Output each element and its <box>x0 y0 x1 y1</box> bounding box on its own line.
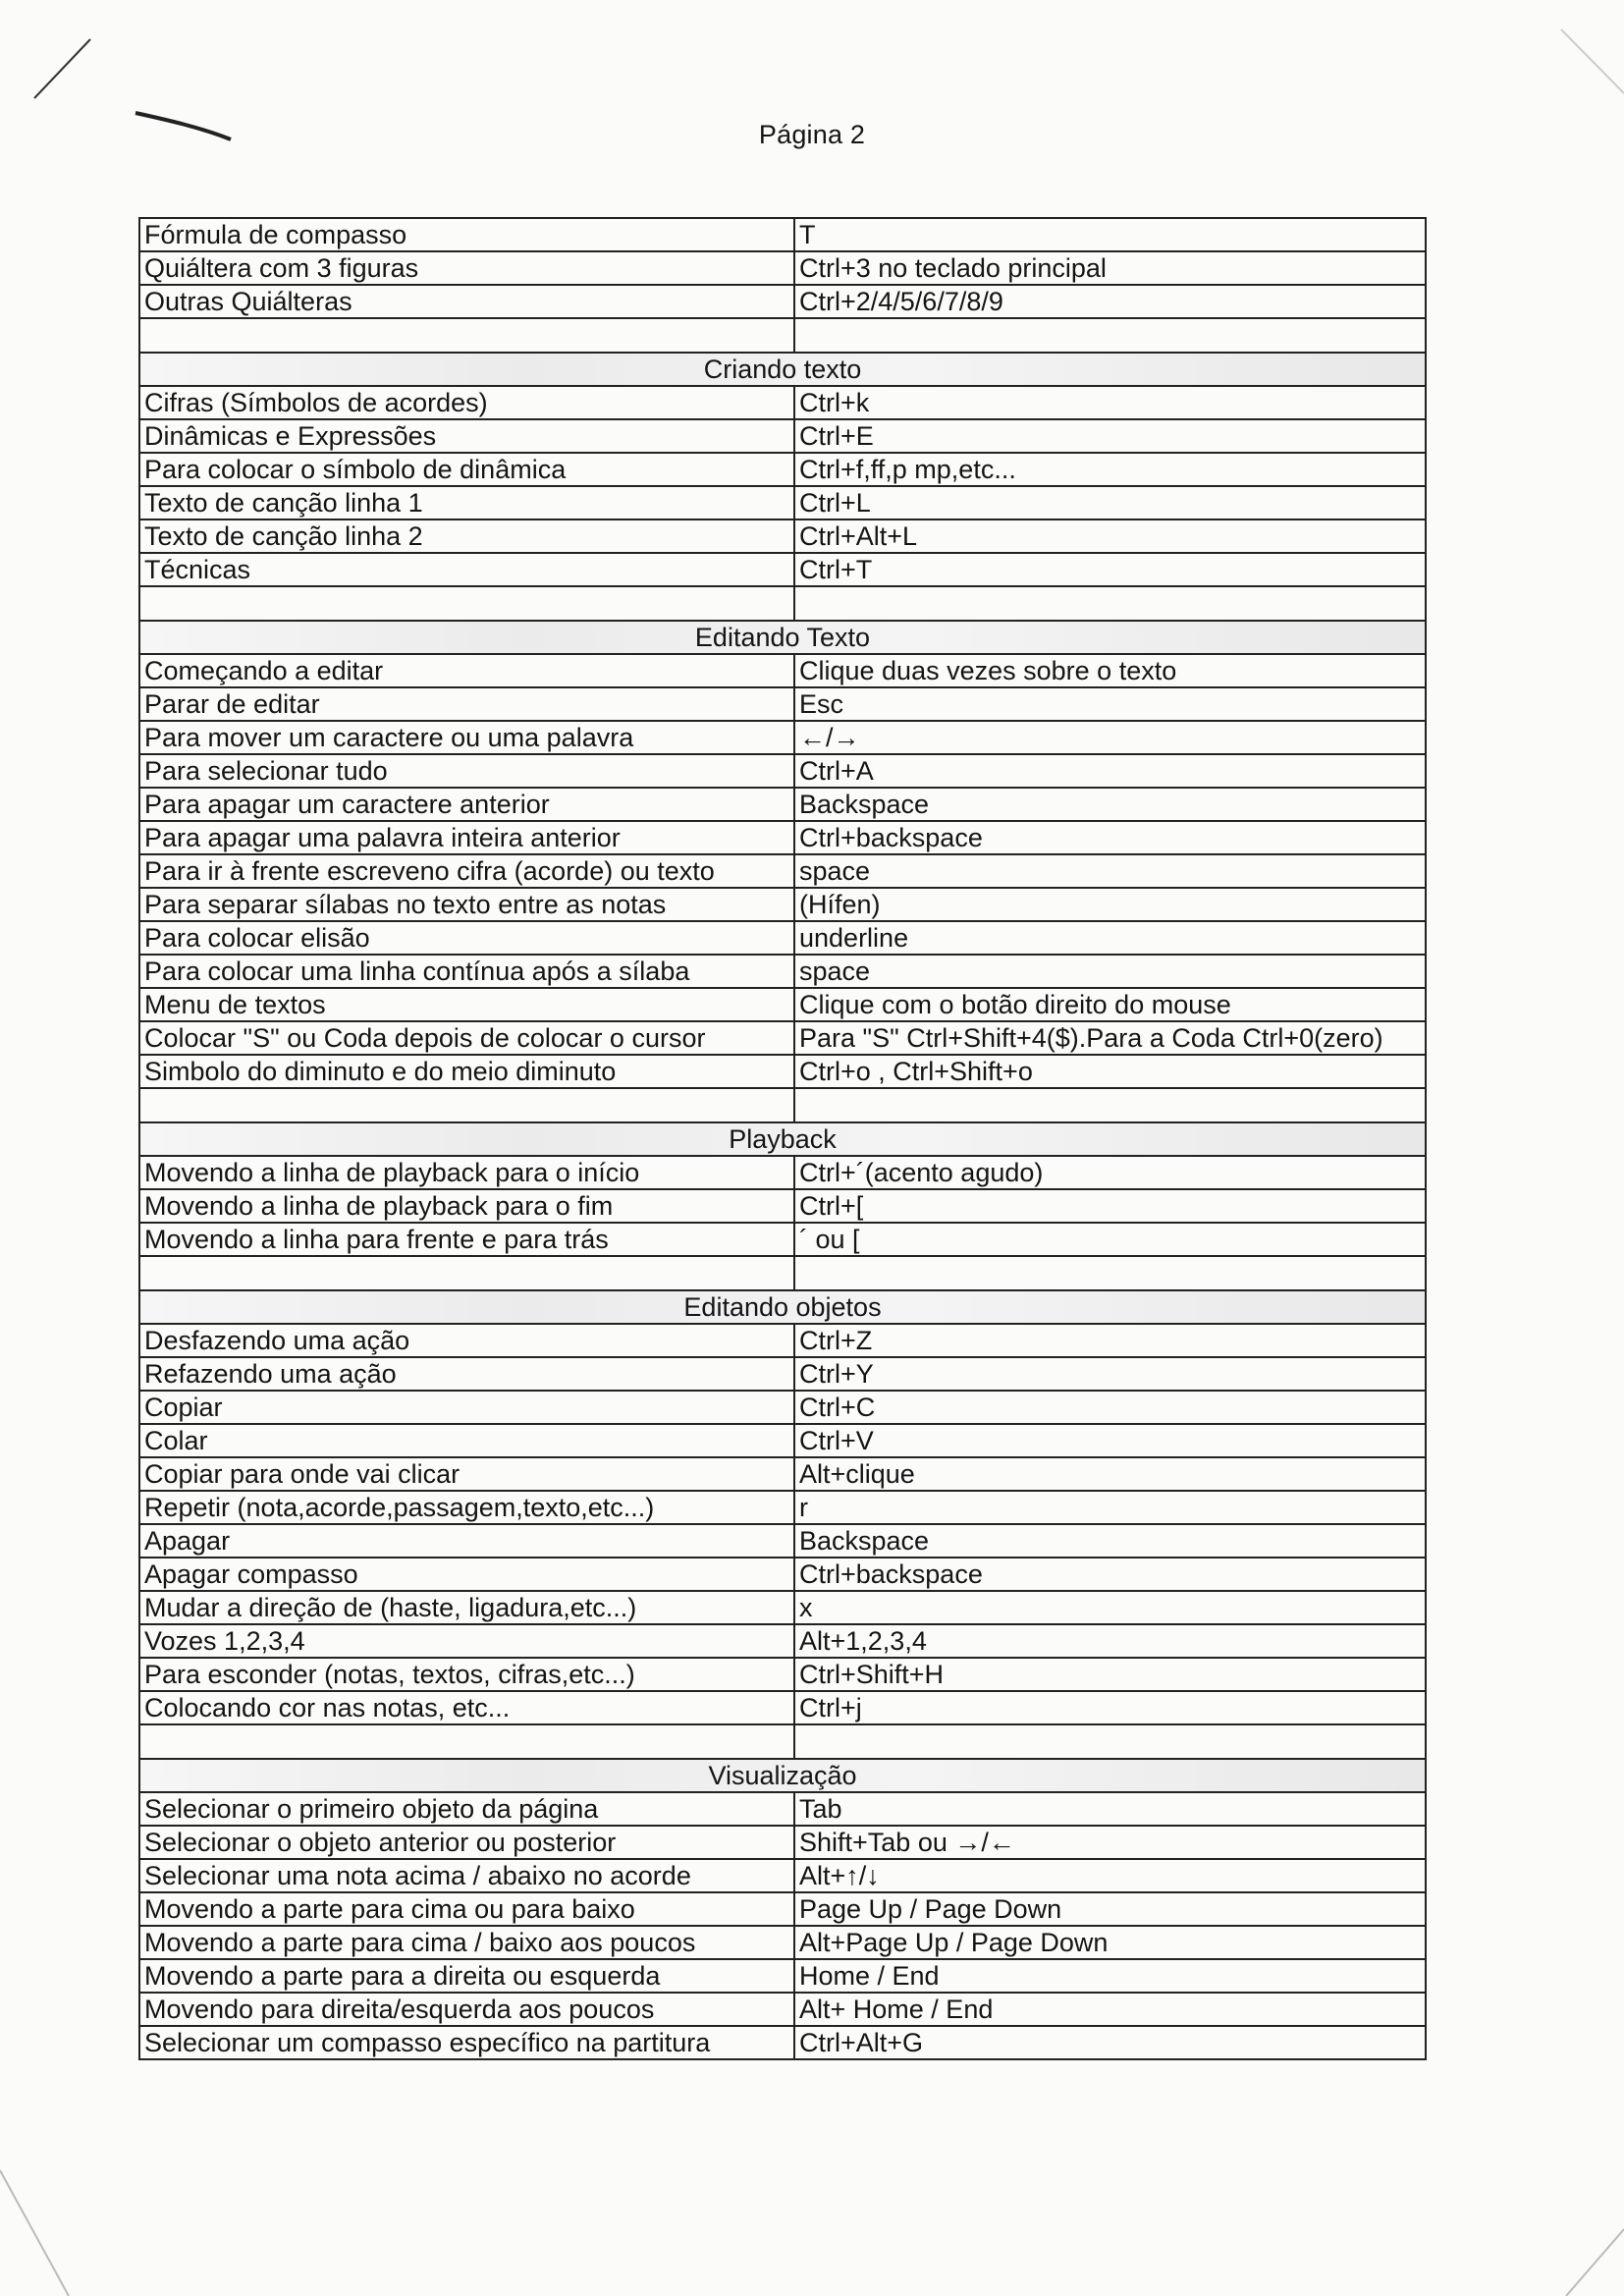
shortcut-cell: Ctrl+Shift+H <box>794 1658 1426 1691</box>
shortcut-table-body <box>139 218 1426 2059</box>
shortcut-cell: Esc <box>794 687 1426 721</box>
section-header-row <box>139 621 1426 654</box>
shortcut-row <box>139 1658 1426 1691</box>
shortcut-cell: Ctrl+2/4/5/6/7/8/9 <box>794 285 1426 318</box>
shortcut-row <box>139 419 1426 453</box>
action-cell: Texto de canção linha 1 <box>139 486 794 519</box>
action-cell: Cifras (Símbolos de acordes) <box>139 386 794 419</box>
shortcut-row <box>139 1021 1426 1055</box>
shortcut-cell: space <box>794 955 1426 988</box>
spacer-row <box>139 318 1426 353</box>
spacer-row <box>139 1088 1426 1122</box>
shortcut-cell: Ctrl+Alt+L <box>794 519 1426 553</box>
action-cell: Selecionar o objeto anterior ou posterior <box>139 1826 794 1859</box>
spacer-cell <box>794 1256 1426 1290</box>
section-title: Playback <box>139 1122 1426 1156</box>
section-header-row <box>139 1122 1426 1156</box>
shortcut-row <box>139 1591 1426 1624</box>
action-cell: Copiar <box>139 1391 794 1424</box>
shortcut-row <box>139 1826 1426 1859</box>
shortcut-cell: Ctrl+f,ff,p mp,etc... <box>794 453 1426 486</box>
action-cell: Mudar a direção de (haste, ligadura,etc...) <box>139 1591 794 1624</box>
shortcut-row <box>139 1558 1426 1591</box>
action-cell: Parar de editar <box>139 687 794 721</box>
shortcut-row <box>139 854 1426 888</box>
spacer-cell <box>139 318 794 353</box>
spacer-cell <box>139 1088 794 1122</box>
shortcut-cell: Alt+ Home / End <box>794 1993 1426 2026</box>
shortcut-cell: Ctrl+j <box>794 1691 1426 1724</box>
shortcut-row <box>139 921 1426 955</box>
shortcut-cell: Alt+Page Up / Page Down <box>794 1926 1426 1959</box>
shortcut-row <box>139 1156 1426 1189</box>
action-cell: Copiar para onde vai clicar <box>139 1457 794 1491</box>
shortcut-cell: Tab <box>794 1792 1426 1826</box>
shortcut-cell: Ctrl+A <box>794 754 1426 788</box>
shortcut-cell: Ctrl+E <box>794 419 1426 453</box>
shortcut-row <box>139 1993 1426 2026</box>
action-cell: Movendo a parte para cima ou para baixo <box>139 1892 794 1926</box>
shortcut-cell: x <box>794 1591 1426 1624</box>
shortcut-cell: Ctrl+3 no teclado principal <box>794 251 1426 285</box>
shortcut-row <box>139 1223 1426 1256</box>
shortcut-row <box>139 1324 1426 1357</box>
shortcut-cell: Ctrl+Z <box>794 1324 1426 1357</box>
shortcut-row <box>139 821 1426 854</box>
spacer-row <box>139 1256 1426 1290</box>
action-cell: Técnicas <box>139 553 794 586</box>
shortcut-cell: Ctrl+k <box>794 386 1426 419</box>
section-title: Visualização <box>139 1759 1426 1792</box>
shortcut-cell: Ctrl+C <box>794 1391 1426 1424</box>
section-header-row <box>139 353 1426 386</box>
shortcut-row <box>139 1524 1426 1558</box>
action-cell: Colocando cor nas notas, etc... <box>139 1691 794 1724</box>
shortcut-row <box>139 1424 1426 1457</box>
action-cell: Para mover um caractere ou uma palavra <box>139 721 794 754</box>
action-cell: Selecionar um compasso específico na partitura <box>139 2026 794 2059</box>
section-header-row <box>139 1290 1426 1324</box>
spacer-cell <box>794 586 1426 621</box>
shortcut-cell: Clique duas vezes sobre o texto <box>794 654 1426 687</box>
shortcut-row <box>139 988 1426 1021</box>
shortcut-row <box>139 486 1426 519</box>
shortcut-row <box>139 1792 1426 1826</box>
section-title: Criando texto <box>139 353 1426 386</box>
action-cell: Outras Quiálteras <box>139 285 794 318</box>
shortcut-row <box>139 788 1426 821</box>
action-cell: Desfazendo uma ação <box>139 1324 794 1357</box>
action-cell: Vozes 1,2,3,4 <box>139 1624 794 1658</box>
shortcut-cell: Alt+↑/↓ <box>794 1859 1426 1892</box>
shortcut-row <box>139 955 1426 988</box>
spacer-row <box>139 586 1426 621</box>
shortcut-cell: Ctrl+´(acento agudo) <box>794 1156 1426 1189</box>
shortcut-row <box>139 285 1426 318</box>
spacer-cell <box>794 1724 1426 1759</box>
action-cell: Para apagar uma palavra inteira anterior <box>139 821 794 854</box>
action-cell: Movendo a linha de playback para o fim <box>139 1189 794 1223</box>
action-cell: Dinâmicas e Expressões <box>139 419 794 453</box>
page-header: Página 2 <box>758 120 866 149</box>
shortcut-row <box>139 2026 1426 2059</box>
action-cell: Menu de textos <box>139 988 794 1021</box>
action-cell: Colocar "S" ou Coda depois de colocar o cursor <box>139 1021 794 1055</box>
action-cell: Selecionar o primeiro objeto da página <box>139 1792 794 1826</box>
action-cell: Para esconder (notas, textos, cifras,etc...) <box>139 1658 794 1691</box>
shortcut-row <box>139 1624 1426 1658</box>
action-cell: Movendo a parte para a direita ou esquerda <box>139 1959 794 1993</box>
action-cell: Fórmula de compasso <box>139 218 794 251</box>
shortcut-cell: Ctrl+[ <box>794 1189 1426 1223</box>
section-header-row <box>139 1759 1426 1792</box>
action-cell: Para ir à frente escreveno cifra (acorde) ou texto <box>139 854 794 888</box>
shortcut-cell: Clique com o botão direito do mouse <box>794 988 1426 1021</box>
shortcut-cell: space <box>794 854 1426 888</box>
shortcut-cell: Ctrl+backspace <box>794 821 1426 854</box>
action-cell: Selecionar uma nota acima / abaixo no acorde <box>139 1859 794 1892</box>
shortcut-row <box>139 1189 1426 1223</box>
action-cell: Quiáltera com 3 figuras <box>139 251 794 285</box>
shortcut-cell: Ctrl+o , Ctrl+Shift+o <box>794 1055 1426 1088</box>
shortcut-row <box>139 218 1426 251</box>
shortcut-cell: ´ ou [ <box>794 1223 1426 1256</box>
shortcut-row <box>139 1959 1426 1993</box>
shortcut-row <box>139 1391 1426 1424</box>
shortcut-row <box>139 1691 1426 1724</box>
action-cell: Para separar sílabas no texto entre as notas <box>139 888 794 921</box>
action-cell: Para selecionar tudo <box>139 754 794 788</box>
shortcut-cell: underline <box>794 921 1426 955</box>
shortcut-cell: ←/→ <box>794 721 1426 754</box>
spacer-cell <box>794 1088 1426 1122</box>
action-cell: Apagar <box>139 1524 794 1558</box>
action-cell: Texto de canção linha 2 <box>139 519 794 553</box>
shortcut-row <box>139 1491 1426 1524</box>
shortcut-cell: Home / End <box>794 1959 1426 1993</box>
shortcut-table <box>138 217 1427 2060</box>
action-cell: Começando a editar <box>139 654 794 687</box>
action-cell: Movendo a linha de playback para o início <box>139 1156 794 1189</box>
shortcut-cell: (Hífen) <box>794 888 1426 921</box>
spacer-cell <box>139 1724 794 1759</box>
action-cell: Colar <box>139 1424 794 1457</box>
shortcut-row <box>139 519 1426 553</box>
shortcut-cell: Shift+Tab ou →/← <box>794 1826 1426 1859</box>
shortcut-row <box>139 251 1426 285</box>
shortcut-cell: Backspace <box>794 1524 1426 1558</box>
section-title: Editando Texto <box>139 621 1426 654</box>
shortcut-cell: Ctrl+backspace <box>794 1558 1426 1591</box>
shortcut-cell: Ctrl+V <box>794 1424 1426 1457</box>
spacer-cell <box>794 318 1426 353</box>
shortcut-row <box>139 1055 1426 1088</box>
shortcut-row <box>139 386 1426 419</box>
action-cell: Repetir (nota,acorde,passagem,texto,etc...) <box>139 1491 794 1524</box>
action-cell: Movendo a parte para cima / baixo aos poucos <box>139 1926 794 1959</box>
action-cell: Apagar compasso <box>139 1558 794 1591</box>
shortcut-cell: Ctrl+Alt+G <box>794 2026 1426 2059</box>
shortcut-row <box>139 453 1426 486</box>
spacer-cell <box>139 1256 794 1290</box>
shortcut-row <box>139 654 1426 687</box>
shortcut-cell: r <box>794 1491 1426 1524</box>
shortcut-cell: Page Up / Page Down <box>794 1892 1426 1926</box>
action-cell: Para colocar o símbolo de dinâmica <box>139 453 794 486</box>
action-cell: Refazendo uma ação <box>139 1357 794 1391</box>
shortcut-row <box>139 1859 1426 1892</box>
shortcut-cell: T <box>794 218 1426 251</box>
shortcut-cell: Alt+1,2,3,4 <box>794 1624 1426 1658</box>
shortcut-row <box>139 1892 1426 1926</box>
shortcut-row <box>139 1457 1426 1491</box>
shortcut-cell: Para "S" Ctrl+Shift+4($).Para a Coda Ctrl+0(zero) <box>794 1021 1426 1055</box>
shortcut-row <box>139 1926 1426 1959</box>
shortcut-cell: Ctrl+T <box>794 553 1426 586</box>
action-cell: Para apagar um caractere anterior <box>139 788 794 821</box>
section-title: Editando objetos <box>139 1290 1426 1324</box>
action-cell: Simbolo do diminuto e do meio diminuto <box>139 1055 794 1088</box>
shortcut-row <box>139 888 1426 921</box>
action-cell: Movendo para direita/esquerda aos poucos <box>139 1993 794 2026</box>
shortcut-row <box>139 687 1426 721</box>
shortcut-row <box>139 754 1426 788</box>
spacer-cell <box>139 586 794 621</box>
shortcut-row <box>139 1357 1426 1391</box>
shortcut-cell: Ctrl+Y <box>794 1357 1426 1391</box>
shortcut-cell: Ctrl+L <box>794 486 1426 519</box>
shortcut-cell: Alt+clique <box>794 1457 1426 1491</box>
action-cell: Para colocar elisão <box>139 921 794 955</box>
action-cell: Movendo a linha para frente e para trás <box>139 1223 794 1256</box>
spacer-row <box>139 1724 1426 1759</box>
shortcut-row <box>139 553 1426 586</box>
shortcut-cell: Backspace <box>794 788 1426 821</box>
action-cell: Para colocar uma linha contínua após a sílaba <box>139 955 794 988</box>
shortcut-row <box>139 721 1426 754</box>
